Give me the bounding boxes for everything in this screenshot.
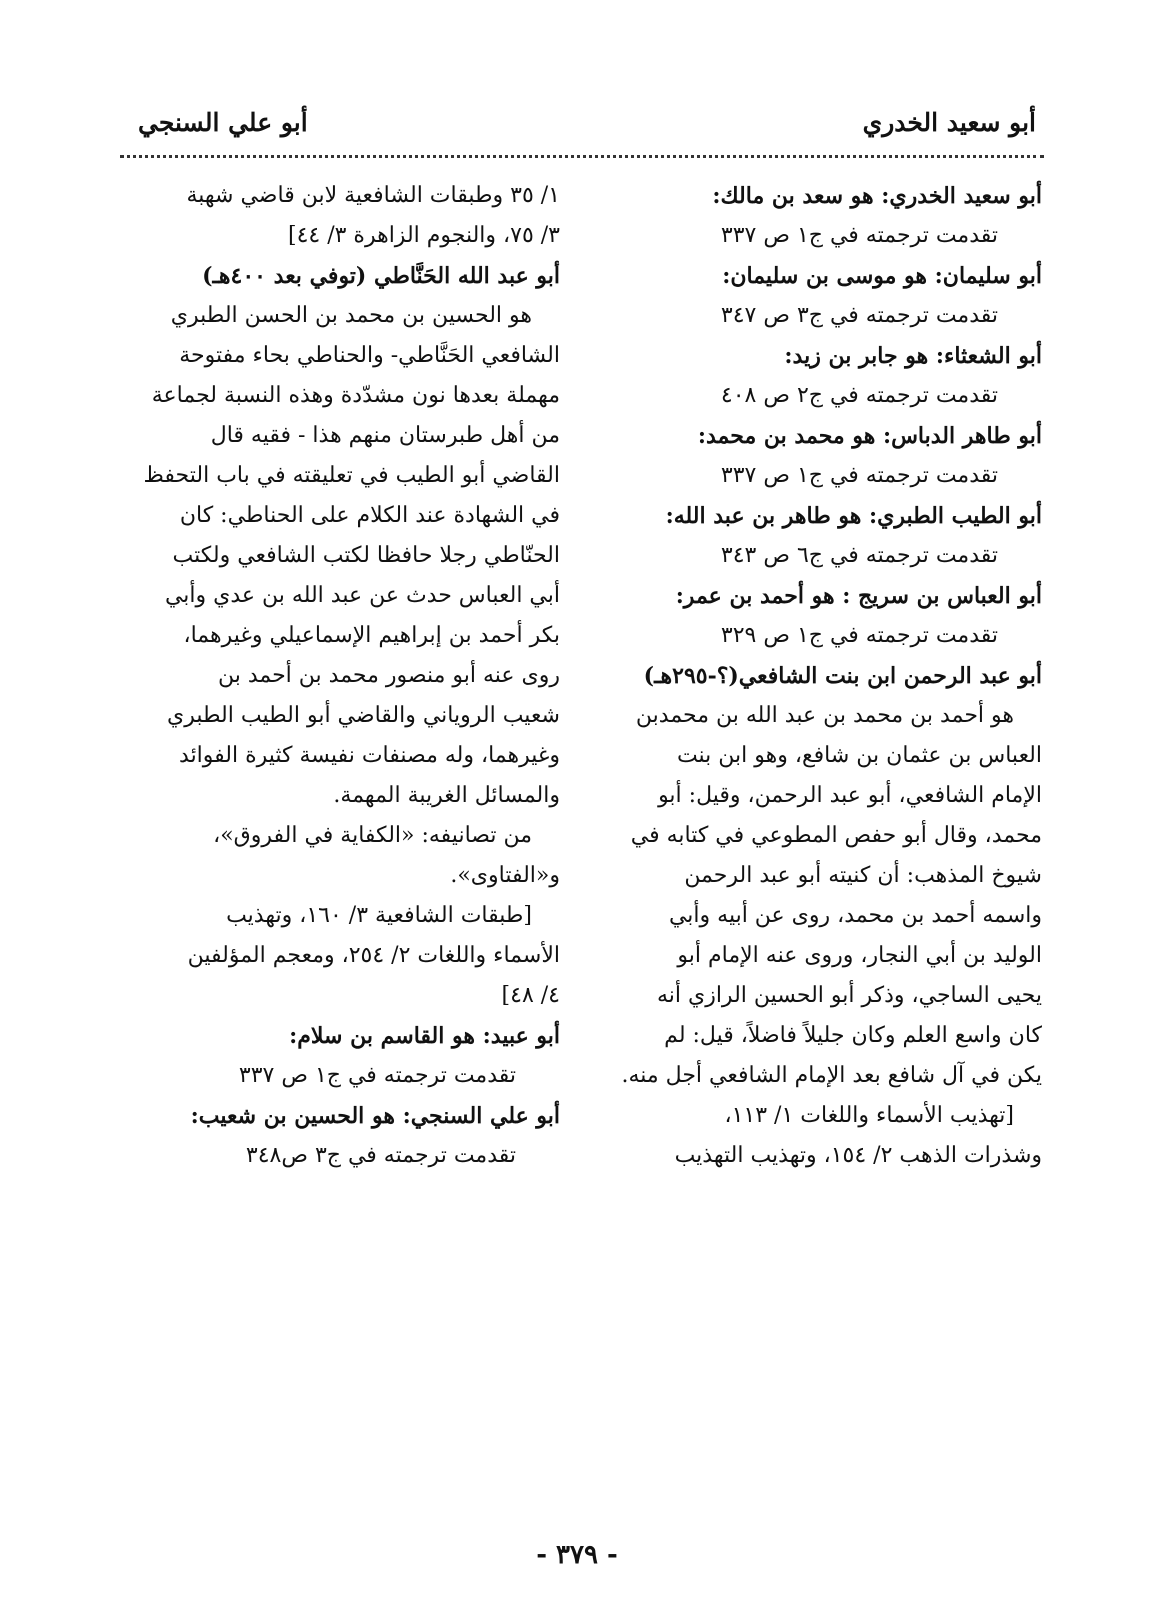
text-line: كان واسع العلم وكان جليلاً فاضلاً، قيل: لم (664, 1023, 1042, 1048)
text-line: الحنّاطي رجلا حافظا لكتب الشافعي ولكتب (172, 543, 560, 568)
cross-reference: تقدمت ترجمته في ج١ ص ٣٣٧ (720, 463, 998, 488)
left-column (120, 176, 560, 1176)
text-line: ٤/ ٤٨] (501, 983, 560, 1008)
text-line: أبي العباس حدث عن عبد الله بن عدي وأبي (164, 583, 560, 608)
text-line: والمسائل الغريبة المهمة. (333, 783, 560, 808)
text-line: العباس بن عثمان بن شافع، وهو ابن بنت (676, 743, 1042, 768)
entry-heading: أبو طاهر الدباس: هو محمد بن محمد: (697, 423, 1042, 449)
text-line: من أهل طبرستان منهم هذا - فقيه قال (210, 423, 560, 448)
text-line: [تهذيب الأسماء واللغات ١/ ١١٣، (724, 1103, 1014, 1128)
cross-reference: تقدمت ترجمته في ج٣ ص٣٤٨ (245, 1143, 516, 1168)
text-line: وشذرات الذهب ٢/ ١٥٤، وتهذيب التهذيب (674, 1143, 1042, 1168)
text-line: الوليد بن أبي النجار، وروى عنه الإمام أبو (677, 943, 1042, 968)
entry-heading: أبو عبيد: هو القاسم بن سلام: (289, 1023, 560, 1049)
header-divider (120, 155, 1044, 158)
text-line: القاضي أبو الطيب في تعليقته في باب التحفظ (143, 463, 560, 488)
cross-reference: تقدمت ترجمته في ج١ ص ٣٣٧ (720, 223, 998, 248)
text-line: الشافعي الحَنَّاطي- والحناطي بحاء مفتوحة (179, 343, 560, 368)
text-line: هو الحسين بن محمد بن الحسن الطبري (170, 303, 532, 328)
entry-heading: أبو الطيب الطبري: هو طاهر بن عبد الله: (665, 503, 1042, 529)
entry-heading: أبو عبد الله الحَنَّاطي (توفي بعد ٤٠٠هـ) (202, 263, 560, 289)
text-line: بكر أحمد بن إبراهيم الإسماعيلي وغيرهما، (183, 623, 560, 648)
cross-reference: تقدمت ترجمته في ج٦ ص ٣٤٣ (720, 543, 998, 568)
text-line: [طبقات الشافعية ٣/ ١٦٠، وتهذيب (226, 903, 532, 928)
text-line: مهملة بعدها نون مشدّدة وهذه النسبة لجماعة (151, 383, 560, 408)
page-number: - ٣٧٩ - (536, 1540, 618, 1570)
text-line: محمد، وقال أبو حفص المطوعي في كتابه في (630, 823, 1042, 848)
text-line: روى عنه أبو منصور محمد بن أحمد بن (217, 663, 560, 688)
cross-reference: تقدمت ترجمته في ج١ ص ٣٣٧ (238, 1063, 516, 1088)
cross-reference: تقدمت ترجمته في ج٢ ص ٤٠٨ (720, 383, 998, 408)
cross-reference: تقدمت ترجمته في ج١ ص ٣٢٩ (720, 623, 998, 648)
text-line: الإمام الشافعي، أبو عبد الرحمن، وقيل: أبو (658, 783, 1042, 808)
entry-heading: أبو سليمان: هو موسى بن سليمان: (722, 263, 1042, 289)
text-line: شيوخ المذهب: أن كنيته أبو عبد الرحمن (684, 863, 1042, 888)
text-line: من تصانيفه: «الكفاية في الفروق»، (213, 823, 532, 848)
entry-heading: أبو العباس بن سريج : هو أحمد بن عمر: (675, 583, 1042, 609)
text-line: يحيى الساجي، وذكر أبو الحسين الرازي أنه (656, 983, 1042, 1008)
running-head-right: أبو سعيد الخدري (862, 108, 1036, 137)
cross-reference: تقدمت ترجمته في ج٣ ص ٣٤٧ (720, 303, 998, 328)
running-head-left: أبو علي السنجي (138, 108, 308, 137)
entry-heading: أبو سعيد الخدري: هو سعد بن مالك: (712, 183, 1042, 209)
text-line: ٣/ ٧٥، والنجوم الزاهرة ٣/ ٤٤] (287, 223, 560, 248)
text-line: هو أحمد بن محمد بن عبد الله بن محمدبن (635, 703, 1014, 728)
text-line: يكن في آل شافع بعد الإمام الشافعي أجل منه. (621, 1063, 1042, 1088)
text-line: شعيب الروياني والقاضي أبو الطيب الطبري (167, 703, 560, 728)
right-column (602, 176, 1042, 1176)
text-line: وغيرهما، وله مصنفات نفيسة كثيرة الفوائد (179, 743, 560, 768)
text-line: و«الفتاوى». (450, 863, 560, 888)
text-line: في الشهادة عند الكلام على الحناطي: كان (179, 503, 560, 528)
entry-heading: أبو الشعثاء: هو جابر بن زيد: (784, 343, 1042, 369)
text-line: الأسماء واللغات ٢/ ٢٥٤، ومعجم المؤلفين (187, 943, 560, 968)
text-line: واسمه أحمد بن محمد، روى عن أبيه وأبي (668, 903, 1042, 928)
entry-heading: أبو علي السنجي: هو الحسين بن شعيب: (190, 1103, 560, 1129)
entry-heading: أبو عبد الرحمن ابن بنت الشافعي(؟-٢٩٥هـ) (643, 663, 1042, 689)
text-line: ١/ ٣٥ وطبقات الشافعية لابن قاضي شهبة (186, 183, 560, 208)
